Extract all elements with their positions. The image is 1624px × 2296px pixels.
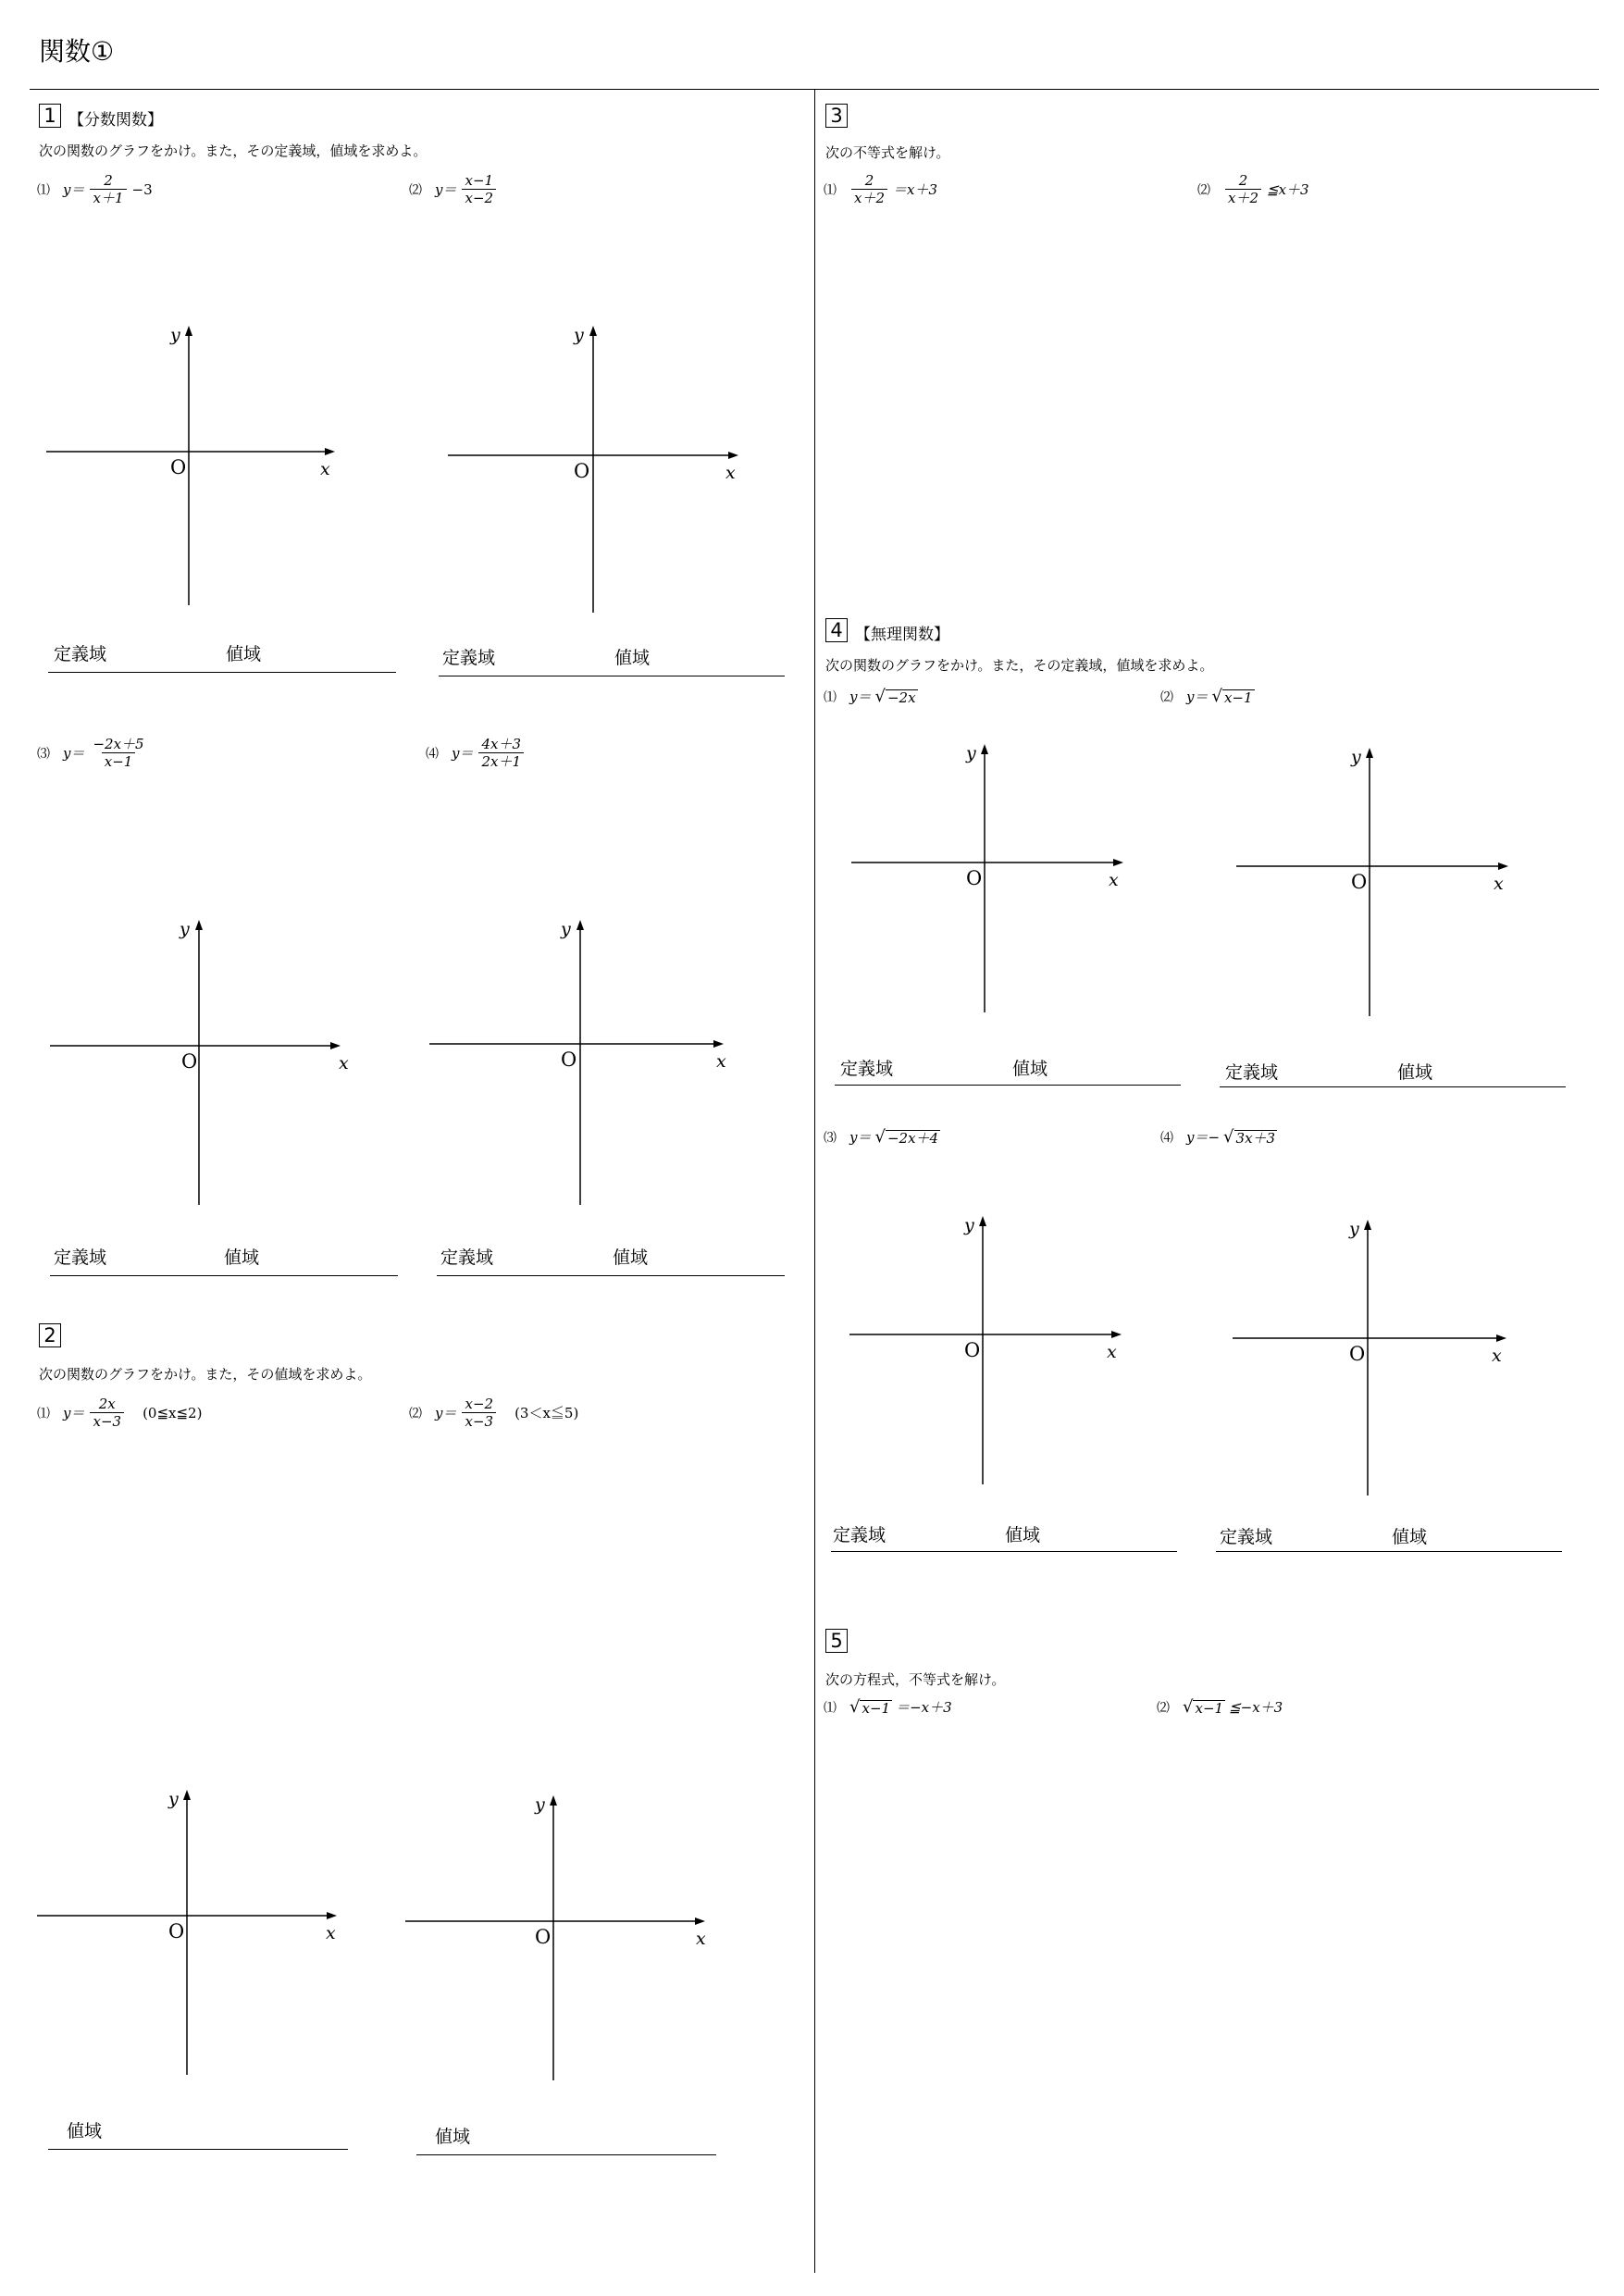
origin-label: O bbox=[964, 1339, 981, 1361]
problem-label: ⑴ bbox=[37, 1406, 50, 1421]
equation-lhs: y＝ bbox=[63, 1405, 85, 1421]
range-label: 値域 bbox=[435, 2127, 471, 2147]
problem-label: ⑵ bbox=[1157, 1700, 1170, 1716]
domain-label: 定義域 bbox=[442, 648, 496, 668]
problem-1-1 bbox=[37, 172, 153, 206]
square-root: √ −2x＋4 bbox=[874, 1126, 939, 1147]
origin-label: O bbox=[181, 1050, 198, 1073]
numerator: 2 bbox=[864, 172, 874, 189]
domain-label: 定義域 bbox=[1220, 1527, 1273, 1547]
section-heading: 【無理関数】 bbox=[855, 626, 949, 644]
axis-label-x: x bbox=[716, 1051, 726, 1072]
axis-label-y: y bbox=[168, 1789, 179, 1809]
domain-label: 定義域 bbox=[54, 1247, 107, 1268]
axis-label-x: x bbox=[339, 1053, 349, 1074]
coordinate-axes bbox=[442, 315, 757, 620]
axis-label-x: x bbox=[1109, 870, 1119, 890]
denominator: x＋2 bbox=[1225, 189, 1261, 206]
section-number: 2 bbox=[39, 1323, 61, 1347]
coordinate-axes bbox=[846, 1205, 1151, 1492]
numerator: x−1 bbox=[465, 172, 494, 189]
problem-1-3 bbox=[37, 736, 149, 770]
radicand: −2x＋4 bbox=[886, 1129, 939, 1147]
answer-line bbox=[50, 1275, 398, 1276]
equation-lhs: y＝ bbox=[63, 745, 85, 762]
fraction bbox=[90, 736, 146, 770]
range-label: 値域 bbox=[1397, 1062, 1433, 1083]
numerator: 2 bbox=[1238, 172, 1248, 189]
problem-2-1 bbox=[37, 1396, 202, 1430]
section-number: 3 bbox=[825, 104, 848, 128]
radicand: x−1 bbox=[1223, 689, 1253, 706]
fraction bbox=[1225, 172, 1261, 206]
equation-rest: ≦x＋3 bbox=[1267, 181, 1309, 198]
equation-lhs: y＝ bbox=[63, 181, 85, 198]
range-label: 値域 bbox=[613, 1247, 649, 1268]
axis-label-x: x bbox=[1492, 1346, 1502, 1366]
square-root: √ x−1 bbox=[1211, 686, 1253, 706]
problem-4-1 bbox=[824, 687, 918, 706]
condition: (0≦x≦2) bbox=[143, 1404, 203, 1421]
origin-label: O bbox=[1349, 1343, 1366, 1365]
answer-line bbox=[437, 1275, 785, 1276]
answer-line bbox=[831, 1551, 1177, 1552]
coordinate-axes bbox=[402, 1784, 716, 2090]
denominator: x−3 bbox=[90, 1412, 124, 1430]
equation-lhs: y＝ bbox=[435, 181, 457, 198]
coordinate-axes bbox=[37, 315, 352, 611]
problem-5-1 bbox=[824, 1697, 952, 1717]
equation-lhs: y＝ bbox=[452, 745, 474, 762]
equation-lhs: y＝ bbox=[849, 689, 872, 705]
axis-label-y: y bbox=[964, 1215, 974, 1235]
instruction: 次の関数のグラフをかけ。また，その定義域，値域を求めよ。 bbox=[825, 657, 1214, 674]
answer-line bbox=[48, 672, 396, 673]
origin-label: O bbox=[1351, 871, 1368, 893]
equation-rest: ≦−x＋3 bbox=[1229, 1699, 1283, 1716]
axis-label-x: x bbox=[1107, 1342, 1117, 1362]
fraction bbox=[462, 1396, 496, 1430]
equation-lhs: y＝ bbox=[435, 1405, 457, 1421]
origin-label: O bbox=[168, 1920, 185, 1942]
problem-1-2 bbox=[409, 172, 498, 206]
numerator: x−2 bbox=[465, 1396, 494, 1412]
answer-line bbox=[1220, 1086, 1566, 1087]
problem-label: ⑴ bbox=[824, 689, 837, 705]
section-number: 1 bbox=[39, 104, 61, 128]
origin-label: O bbox=[535, 1926, 552, 1948]
numerator: 2x bbox=[98, 1396, 116, 1412]
square-root: √ 3x＋3 bbox=[1223, 1126, 1276, 1147]
denominator: 2x＋1 bbox=[478, 752, 524, 770]
radicand: x−1 bbox=[862, 1699, 891, 1717]
domain-label: 定義域 bbox=[440, 1247, 494, 1268]
numerator: 4x＋3 bbox=[481, 736, 522, 752]
axis-label-y: y bbox=[1349, 1219, 1359, 1239]
answer-line bbox=[835, 1085, 1181, 1086]
numerator: −2x＋5 bbox=[93, 736, 144, 752]
axis-label-x: x bbox=[1494, 874, 1504, 894]
radicand: 3x＋3 bbox=[1235, 1129, 1276, 1147]
problem-label: ⑵ bbox=[409, 182, 422, 198]
problem-label: ⑶ bbox=[37, 746, 50, 762]
axis-label-y: y bbox=[180, 919, 190, 939]
numerator: 2 bbox=[104, 172, 113, 189]
coordinate-axes bbox=[1229, 1209, 1534, 1501]
axis-label-y: y bbox=[535, 1794, 545, 1815]
range-label: 値域 bbox=[614, 648, 651, 668]
problem-label: ⑵ bbox=[1197, 182, 1210, 198]
range-label: 値域 bbox=[1005, 1525, 1041, 1545]
instruction: 次の方程式，不等式を解け。 bbox=[825, 1671, 1006, 1688]
page-title: 関数① bbox=[39, 36, 115, 67]
answer-line bbox=[48, 2149, 348, 2150]
instruction: 次の関数のグラフをかけ。また，その定義域，値域を求めよ。 bbox=[39, 143, 428, 159]
condition: (3＜x≦5) bbox=[514, 1405, 579, 1421]
origin-label: O bbox=[561, 1049, 577, 1071]
instruction: 次の不等式を解け。 bbox=[825, 144, 950, 161]
problem-5-2 bbox=[1157, 1697, 1283, 1717]
problem-4-4 bbox=[1160, 1127, 1277, 1147]
equation-rest: ＝x＋3 bbox=[893, 181, 938, 198]
radicand: −2x bbox=[886, 689, 916, 706]
section-heading: 【分数関数】 bbox=[68, 111, 163, 130]
axis-label-y: y bbox=[1351, 747, 1361, 767]
section-number: 4 bbox=[825, 618, 848, 642]
axis-label-x: x bbox=[696, 1929, 706, 1949]
domain-label: 定義域 bbox=[833, 1525, 886, 1545]
fraction bbox=[90, 172, 126, 206]
problem-3-1 bbox=[824, 172, 937, 206]
origin-label: O bbox=[574, 460, 590, 482]
problem-label: ⑶ bbox=[824, 1130, 837, 1146]
axis-label-y: y bbox=[561, 919, 571, 939]
equation-rest: ＝−x＋3 bbox=[896, 1699, 952, 1716]
coordinate-axes bbox=[44, 909, 359, 1205]
axis-label-x: x bbox=[320, 459, 330, 479]
coordinate-axes bbox=[848, 733, 1153, 1020]
range-label: 値域 bbox=[1012, 1059, 1048, 1079]
problem-label: ⑷ bbox=[426, 746, 439, 762]
problem-label: ⑵ bbox=[1160, 689, 1173, 705]
axis-label-x: x bbox=[326, 1923, 336, 1943]
axis-label-y: y bbox=[170, 325, 180, 345]
axis-label-y: y bbox=[574, 325, 584, 345]
square-root: √ −2x bbox=[874, 686, 916, 706]
section-number: 5 bbox=[825, 1629, 848, 1653]
equation-lhs: y＝− bbox=[1186, 1129, 1221, 1146]
equation-lhs: y＝ bbox=[1186, 689, 1209, 705]
denominator: x−3 bbox=[462, 1412, 496, 1430]
equation-lhs: y＝ bbox=[849, 1129, 872, 1146]
range-label: 値域 bbox=[67, 2121, 103, 2141]
denominator: x＋1 bbox=[90, 189, 126, 206]
coordinate-axes bbox=[1233, 737, 1538, 1024]
denominator: x−2 bbox=[462, 189, 496, 206]
origin-label: O bbox=[966, 867, 983, 889]
coordinate-axes bbox=[428, 909, 742, 1205]
problem-label: ⑷ bbox=[1160, 1130, 1173, 1146]
problem-4-3 bbox=[824, 1127, 940, 1147]
square-root: √ x−1 bbox=[1183, 1696, 1224, 1717]
domain-label: 定義域 bbox=[54, 644, 107, 664]
problem-label: ⑴ bbox=[824, 182, 837, 198]
fraction bbox=[90, 1396, 124, 1430]
fraction bbox=[478, 736, 524, 770]
range-label: 値域 bbox=[224, 1247, 260, 1268]
domain-label: 定義域 bbox=[840, 1059, 894, 1079]
answer-line bbox=[416, 2154, 716, 2155]
domain-label: 定義域 bbox=[1225, 1062, 1279, 1083]
problem-1-4 bbox=[426, 736, 526, 770]
square-root: √ x−1 bbox=[849, 1696, 891, 1717]
problem-4-2 bbox=[1160, 687, 1255, 706]
range-label: 値域 bbox=[226, 644, 262, 664]
fraction bbox=[462, 172, 496, 206]
problem-3-2 bbox=[1197, 172, 1309, 206]
axis-label-y: y bbox=[966, 743, 976, 763]
radicand: x−1 bbox=[1195, 1699, 1224, 1717]
problem-label: ⑴ bbox=[824, 1700, 837, 1716]
problem-label: ⑵ bbox=[409, 1406, 422, 1421]
fraction bbox=[851, 172, 887, 206]
origin-label: O bbox=[170, 456, 187, 478]
answer-line bbox=[1216, 1551, 1562, 1552]
column-divider bbox=[814, 89, 815, 2273]
coordinate-axes bbox=[33, 1779, 348, 2084]
range-label: 値域 bbox=[1392, 1527, 1428, 1547]
denominator: x＋2 bbox=[851, 189, 887, 206]
instruction: 次の関数のグラフをかけ。また，その値域を求めよ。 bbox=[39, 1366, 372, 1383]
denominator: x−1 bbox=[102, 752, 136, 770]
equation-rest: −3 bbox=[131, 180, 153, 198]
problem-label: ⑴ bbox=[37, 182, 50, 198]
axis-label-x: x bbox=[725, 463, 736, 483]
problem-2-2 bbox=[409, 1396, 578, 1430]
